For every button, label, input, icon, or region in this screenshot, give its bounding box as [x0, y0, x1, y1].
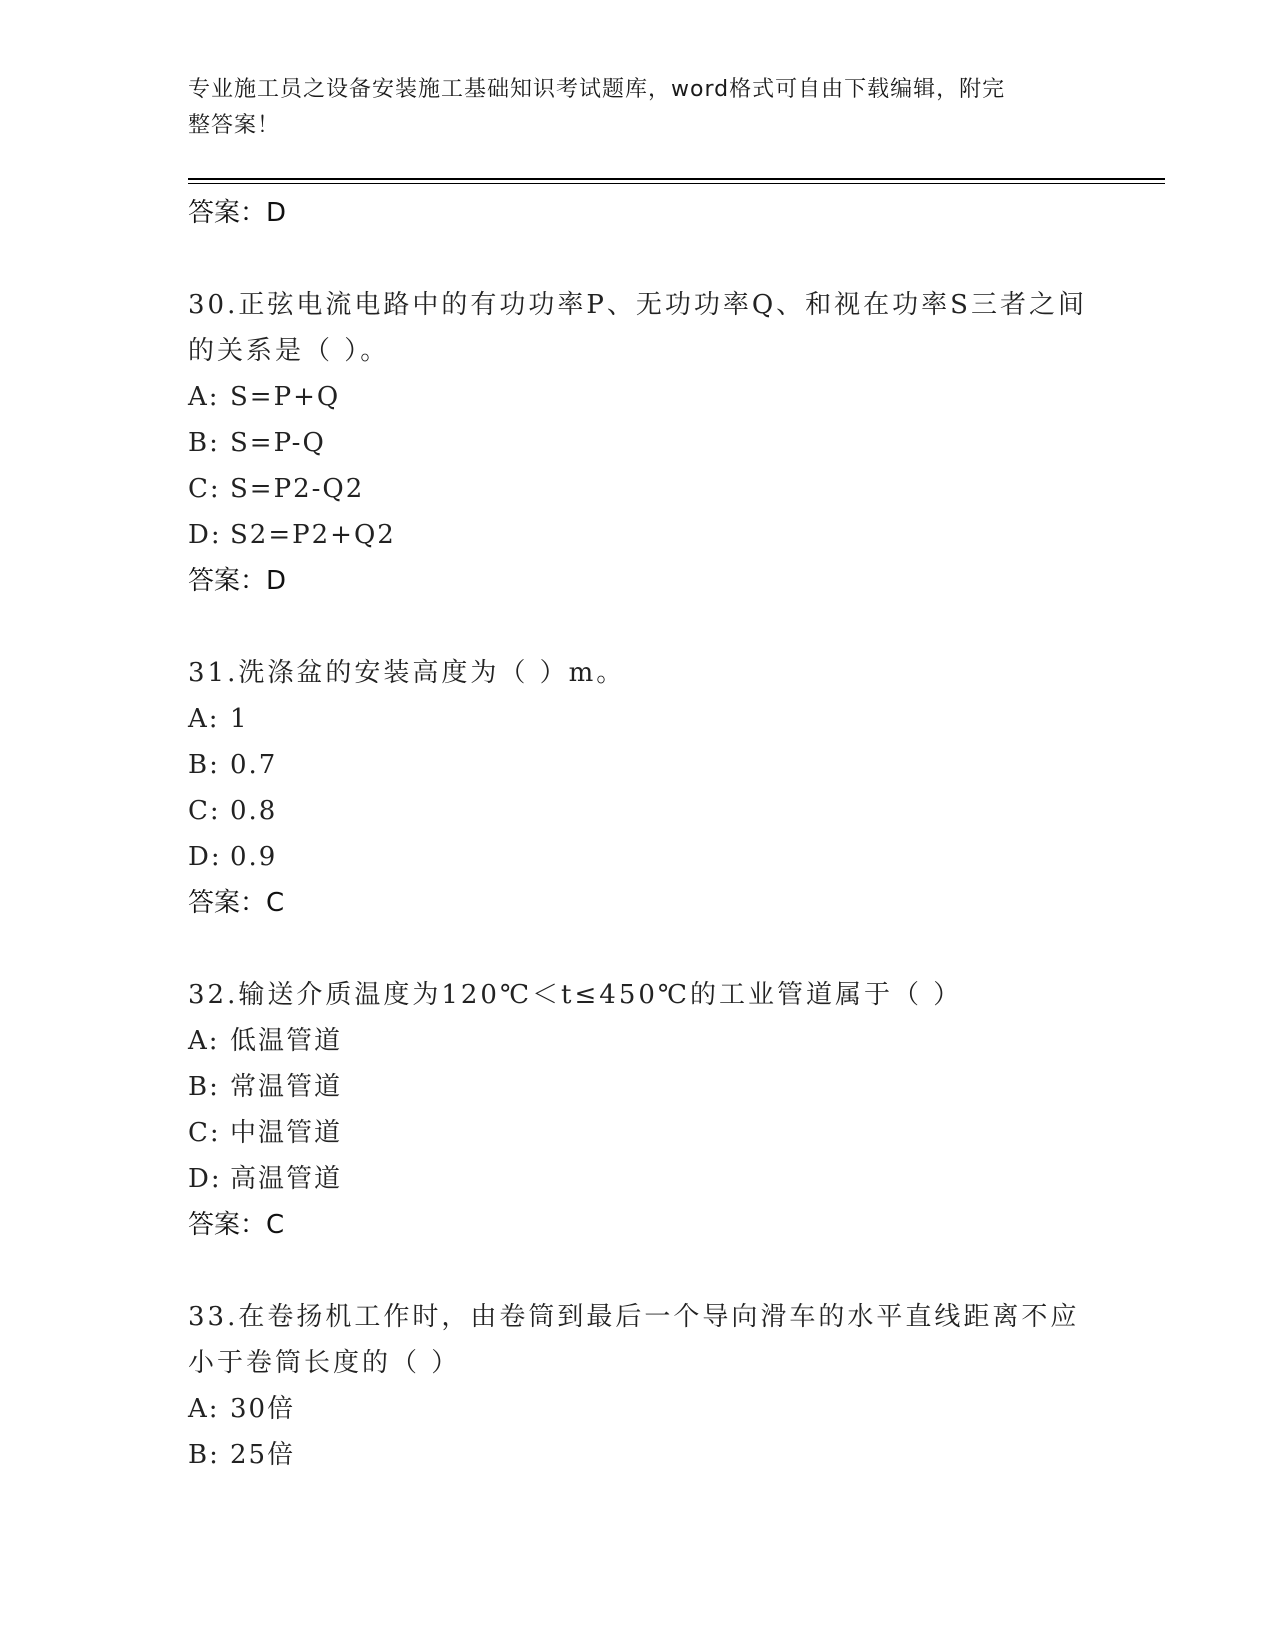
- option-text: S=P-Q: [230, 428, 326, 458]
- option-key: B:: [188, 1440, 220, 1470]
- question-list: [188, 190, 1088, 1478]
- header-line-1: 专业施工员之设备安装施工基础知识考试题库，word格式可自由下载编辑，附完: [188, 77, 1006, 102]
- option-key: A:: [188, 1026, 220, 1056]
- question-text: 33.在卷扬机工作时，由卷筒到最后一个导向滑车的水平直线距离不应小于卷筒长度的（ ）: [188, 1302, 1080, 1378]
- spacer: [188, 1248, 1088, 1294]
- option: [188, 1432, 1088, 1478]
- option-key: C:: [188, 474, 221, 504]
- spacer: [188, 236, 1088, 282]
- option: [188, 512, 1088, 558]
- option-key: C:: [188, 1118, 221, 1148]
- question-block: [188, 972, 1088, 1248]
- option-key: A:: [188, 382, 220, 412]
- option: [188, 834, 1088, 880]
- option: [188, 1156, 1088, 1202]
- question-block: [188, 282, 1088, 604]
- option: [188, 788, 1088, 834]
- option-key: D:: [188, 1164, 222, 1194]
- option: [188, 1386, 1088, 1432]
- question-text: 30.正弦电流电路中的有功功率P、无功功率Q、和视在功率S三者之间的关系是（ ）。: [188, 290, 1087, 366]
- option-key: D:: [188, 842, 222, 872]
- option-text: S2=P2+Q2: [230, 520, 396, 550]
- header-divider-thick: [188, 178, 1165, 180]
- option: [188, 1110, 1088, 1156]
- option-text: 0.7: [230, 750, 278, 780]
- answer-line: 答案：C: [188, 1210, 285, 1240]
- option-text: 常温管道: [230, 1072, 343, 1102]
- option-text: 1: [230, 704, 249, 734]
- option: [188, 466, 1088, 512]
- option-text: S=P2-Q2: [230, 474, 365, 504]
- document-header: [188, 72, 1088, 144]
- question-block: [188, 1294, 1088, 1478]
- header-line-2: 整答案！: [188, 113, 281, 138]
- option-key: A:: [188, 1394, 220, 1424]
- question-block: [188, 650, 1088, 926]
- option-key: B:: [188, 1072, 220, 1102]
- question-text: 31.洗涤盆的安装高度为（ ）m。: [188, 658, 626, 688]
- option-text: 25倍: [230, 1440, 296, 1470]
- option: [188, 696, 1088, 742]
- option-key: B:: [188, 750, 220, 780]
- option: [188, 420, 1088, 466]
- option-key: A:: [188, 704, 220, 734]
- answer-line: 答案：D: [188, 566, 287, 596]
- option-text: S=P+Q: [230, 382, 341, 412]
- header-divider-thin: [188, 183, 1165, 184]
- option-text: 中温管道: [230, 1118, 343, 1148]
- option: [188, 374, 1088, 420]
- option-text: 高温管道: [230, 1164, 343, 1194]
- option-text: 30倍: [230, 1394, 296, 1424]
- option-text: 低温管道: [230, 1026, 343, 1056]
- option: [188, 1064, 1088, 1110]
- option-key: C:: [188, 796, 221, 826]
- spacer: [188, 926, 1088, 972]
- option: [188, 1018, 1088, 1064]
- spacer: [188, 604, 1088, 650]
- option: [188, 742, 1088, 788]
- previous-answer: 答案：D: [188, 198, 287, 228]
- option-text: 0.9: [230, 842, 278, 872]
- answer-line: 答案：C: [188, 888, 285, 918]
- option-key: B:: [188, 428, 220, 458]
- question-text: 32.输送介质温度为120℃＜t≤450℃的工业管道属于（ ）: [188, 980, 963, 1010]
- option-text: 0.8: [230, 796, 278, 826]
- option-key: D:: [188, 520, 222, 550]
